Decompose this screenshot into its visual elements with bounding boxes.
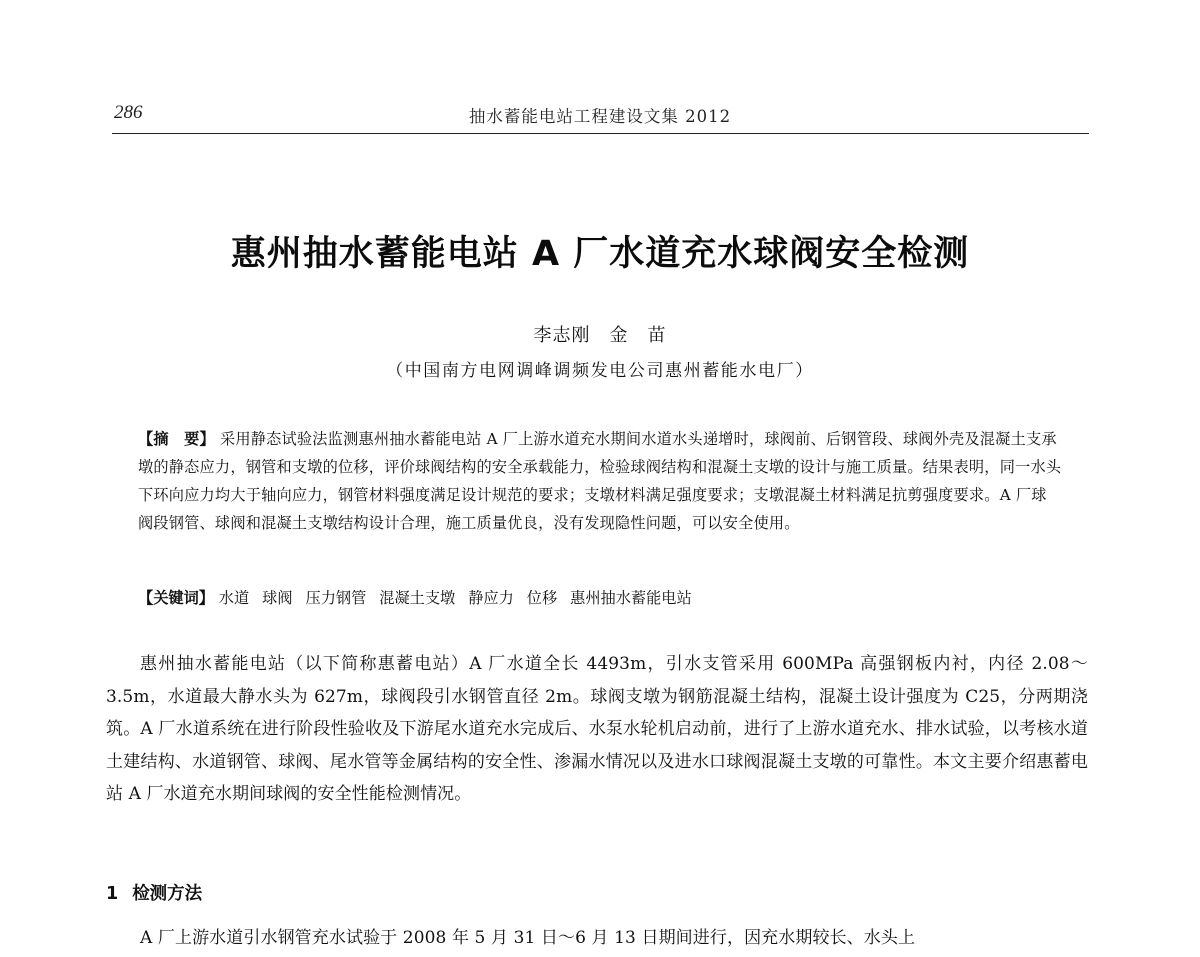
section-number: 1 [106,884,119,904]
keyword: 压力钢管 [305,589,367,607]
author-list: 李志刚 金 苗 [533,325,667,346]
section-title: 检测方法 [132,884,203,904]
section-paragraph: A 厂上游水道引水钢管充水试验于 2008 年 5 月 31 日～6 月 13 日期间进行，因充水期较长、水头上 [140,928,916,948]
page-number: 286 [114,102,143,123]
abstract-label: 【摘 要】 [138,430,215,448]
keyword: 水道 [218,589,250,607]
abstract [138,425,1062,537]
intro-paragraph: 惠州抽水蓄能电站（以下简称惠蓄电站）A 厂水道全长 4493m，引水支管采用 600MPa 高强钢板内衬，内径 2.08～3.5m，水道最大静水头为 627m，球阀段引水钢管直径 2m。球阀支墩为钢筋混凝土结构，混凝土设计强度为 C25，分两期浇筑。A 厂水道系统在进行阶段性验收及下游尾水道充水完成后、水泵水轮机启动前，进行了上游水道充水、排水试验，以考核水道土建结构、水道钢管、球阀、尾水管等金属结构的安全性、渗漏水情况以及进水口球阀混凝土支墩的可靠性。本文主要介绍惠蓄电站 A 厂水道充水期间球阀的安全性能检测情况。 [106,654,1088,804]
paper-title: 惠州抽水蓄能电站 A 厂水道充水球阀安全检测 [230,234,970,274]
keyword: 位移 [526,589,558,607]
keywords-label: 【关键词】 [138,589,214,607]
keywords [138,584,1062,612]
keyword: 静应力 [468,589,514,607]
header-divider [112,133,1089,134]
keyword: 混凝土支墩 [379,589,456,607]
keyword: 惠州抽水蓄能电站 [570,589,692,607]
abstract-text: 采用静态试验法监测惠州抽水蓄能电站 A 厂上游水道充水期间水道水头递增时，球阀前、后钢管段、球阀外壳及混凝土支承墩的静态应力，钢管和支墩的位移，评价球阀结构的安全承载能力，检验球阀结构和混凝土支墩的设计与施工质量。结果表明，同一水头下环向应力均大于轴向应力，钢管材料强度满足设计规范的要求；支墩材料满足强度要求；支墩混凝土材料满足抗剪强度要求。A 厂球阀段钢管、球阀和混凝土支墩结构设计合理，施工质量优良，没有发现隐性问题，可以安全使用。 [138,430,1062,532]
keyword: 球阀 [262,589,293,607]
section-heading [106,880,202,905]
author-affiliation: （中国南方电网调峰调频发电公司惠州蓄能水电厂） [386,361,814,381]
running-header-title: 抽水蓄能电站工程建设文集 2012 [468,107,732,126]
